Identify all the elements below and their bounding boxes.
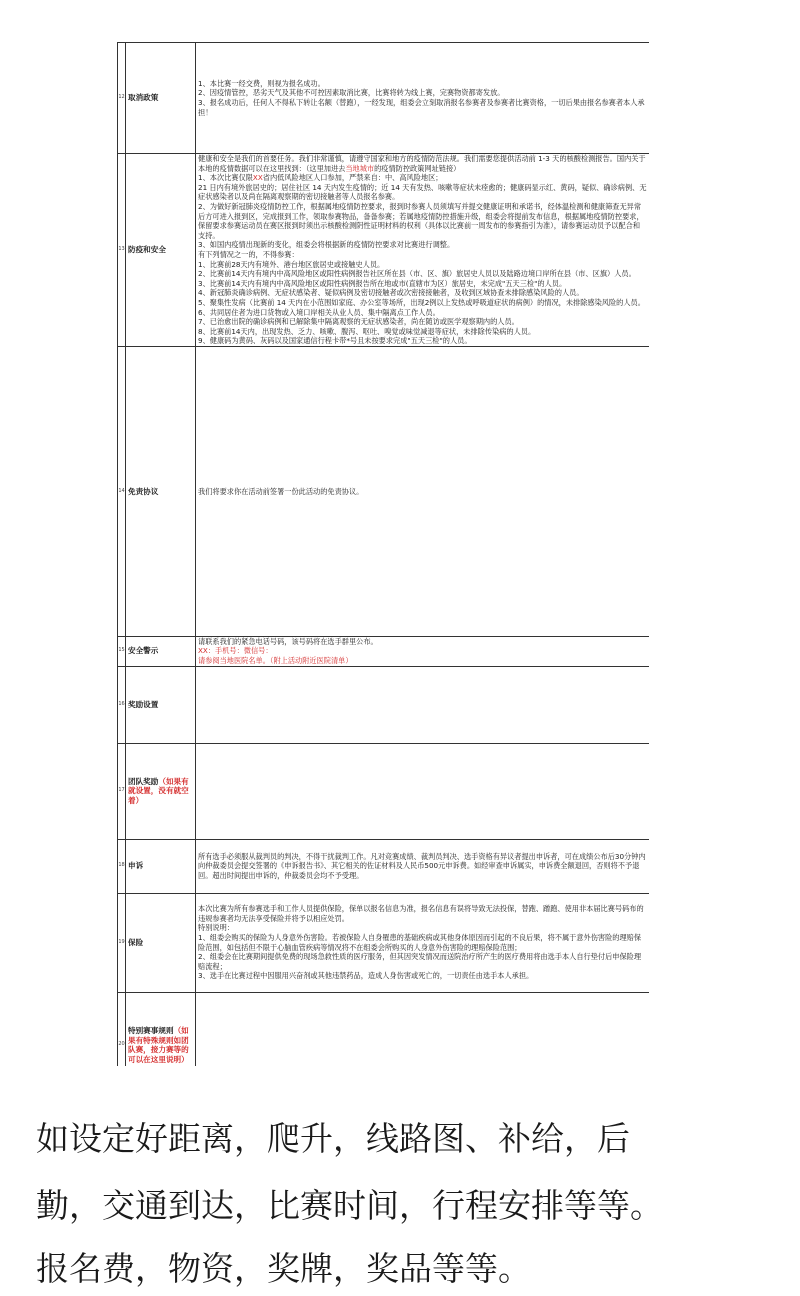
content-line: 请参阅当地医院名单。（附上活动附近医院清单） <box>198 656 353 666</box>
row-number: 12 <box>118 43 126 154</box>
row-label-cell <box>126 636 196 666</box>
row-label: 保险 <box>128 937 144 947</box>
row-label-cell <box>126 666 196 743</box>
caption-line-1: 如设定好距离，爬升，线路图、补给，后 <box>36 1119 630 1158</box>
row-number: 13 <box>118 154 126 347</box>
row-number: 16 <box>118 666 126 743</box>
content-line: 8、比赛前14天内，出现发热、乏力、咳嗽、腹泻、呕吐、嗅觉或味觉减退等症状，未排除传染病的人员。 <box>198 326 536 336</box>
row-label: 奖励设置 <box>128 699 159 709</box>
row-label: 安全警示 <box>128 646 159 656</box>
content-line: 本次比赛为所有参赛选手和工作人员提供保险，保单以报名信息为准，报名信息有误将导致无法投保，替跑、蹭跑、使用非本届比赛号码布的违规参赛者均无法享受保险并将予以相应处罚。 <box>198 904 644 923</box>
content-line: 1、本比赛一经交费，则视为报名成功。 <box>198 78 325 88</box>
row-number: 15 <box>118 636 126 666</box>
row-label: 取消政策 <box>128 93 159 103</box>
content-line: XX：手机号：微信号： <box>198 646 273 656</box>
row-label: 特别赛事规则 <box>128 1025 174 1035</box>
content-line: 特别说明： <box>198 923 234 933</box>
row-label: 免责协议 <box>128 486 159 496</box>
caption-line-3: 报名费，物资，奖牌，奖品等等。 <box>36 1249 531 1288</box>
row-label: 防疫和安全 <box>128 245 166 255</box>
content-line: 我们将要求你在活动前签署一份此活动的免责协议。 <box>198 486 364 496</box>
row-content <box>196 666 650 743</box>
content-line: 3、比赛前14天内有境内中高风险地区或阳性病例报告所在地或市(直辖市为区）旅居史，未完成"五天三检"的人员。 <box>198 278 567 288</box>
row-number: 18 <box>118 839 126 893</box>
content-line: 3、选手在比赛过程中因服用兴奋剂或其他违禁药品，造成人身伤害或死亡的，一切责任由选手本人承担。 <box>198 971 534 981</box>
rules-table-body <box>118 43 650 1067</box>
row-label-cell <box>126 893 196 992</box>
content-line: 7、已治愈出院的确诊病例和已解除集中隔离观察的无症状感染者，尚在随访或医学观察期内的人员。 <box>198 317 519 327</box>
caption-line-2: 勤，交通到达，比赛时间，行程安排等等。 <box>36 1186 663 1225</box>
content-line: 21 日内有境外旅居史的；居住社区 14 天内发生疫情的；近 14 天有发热、咳嗽等症状未痊愈的；健康码显示红、黄码，疑似、确诊病例、无症状感染者以及尚在隔离观察期的密切接触者等人员报名参赛。 <box>198 182 647 202</box>
content-line: 3、如国内疫情出现新的变化，组委会将根据新的疫情防控要求对比赛进行调整。 <box>198 240 455 250</box>
row-label-note: （如果有特殊规则如团队赛，接力赛等的可以在这里说明） <box>128 1025 189 1064</box>
content-line: 6、共同居住者为进口货物或入境口岸相关从业人员、集中隔离点工作人员。 <box>198 307 440 317</box>
row-content <box>196 346 650 636</box>
row-label-cell <box>126 346 196 636</box>
table-row <box>118 346 650 636</box>
table-row <box>118 743 650 839</box>
row-number: 19 <box>118 893 126 992</box>
table-row <box>118 43 650 154</box>
row-label: 申诉 <box>128 861 144 871</box>
row-content <box>196 839 650 893</box>
content-line: 1、比赛前28天内有境外、港台地区旅居史或接触史人员。 <box>198 259 385 269</box>
row-number: 14 <box>118 346 126 636</box>
content-line: 2、为做好新冠肺炎疫情防控工作，根据属地疫情防控要求，报到时参赛人员须填写并提交健康证明和承诺书，经体温检测和健康筛查无异常后方可进入报到区，完成报到工作，领取参赛物品，备备参赛；若属地疫情防控措施升级，组委会将提前发布信息，根据属地疫情防控要求，保留要求参赛运动员在赛区报到时须出示核酸检测阴性证明材料的权利（具体以比赛前一周发布的参赛指引为准），请参赛运动员予以配合和支持。 <box>198 201 644 240</box>
row-content <box>196 992 650 1066</box>
content-line: 9、健康码为黄码、灰码以及国家通信行程卡带*号且未按要求完成"五天三检"的人员。 <box>198 336 472 346</box>
row-label-cell <box>126 992 196 1066</box>
row-number: 20 <box>118 992 126 1066</box>
content-line: 3、报名成功后，任何人不得私下转让名额（替跑），一经发现，组委会立刻取消报名参赛者及参赛者比赛资格，一切后果由报名参赛者本人承担！ <box>198 98 645 117</box>
table-row <box>118 992 650 1066</box>
content-line: 有下列情况之一的，不得参赛： <box>198 249 299 259</box>
row-content <box>196 43 650 154</box>
row-label-cell <box>126 743 196 839</box>
row-content <box>196 154 650 347</box>
row-content <box>196 893 650 992</box>
content-line: 请联系我们的紧急电话号码，该号码将在选手群里公布。 <box>198 636 378 646</box>
row-label-note: （如果有就设置，没有就空着） <box>128 776 189 805</box>
content-line: 1、本次比赛仅限XX省内低风险地区人口参加，严禁来自：中、高风险地区； <box>198 173 443 183</box>
table-row <box>118 154 650 347</box>
row-label-cell <box>126 43 196 154</box>
spreadsheet-screenshot <box>117 42 649 1066</box>
content-line: 4、新冠肺炎确诊病例、无症状感染者、疑似病例及密切接触者或次密接接触者，及收到区域协查未排除感染风险的人员。 <box>198 288 584 298</box>
row-label-cell <box>126 839 196 893</box>
row-content <box>196 743 650 839</box>
content-line: 健康和安全是我们的首要任务。我们非常谨慎，请遵守国家和地方的疫情防范法规。我们需要您提供活动前 1-3 天的核酸检测报告。国内关于本地的疫情数据可以在这里找到：（这里加进去当地城市的疫情防控政策网址链接） <box>198 154 646 173</box>
content-line: 5、聚集性发病（比赛前 14 天内在小范围如家庭、办公室等场所，出现2例以上发热或呼吸道症状的病例）的情况，未排除感染风险的人员。 <box>198 297 645 307</box>
content-line: 所有选手必须服从裁判员的判决，不得干扰裁判工作。凡对竞赛成绩、裁判员判决、选手资格有异议者提出申诉者，可在成绩公布后30分钟内向仲裁委员会提交签署的《申诉报告书》、其它相关的佐证材料及人民币500元申诉费。如经审查申诉属实，申诉费全额退回，否则将不予退回。超出时间提出申诉的，仲裁委员会均不予受理。 <box>198 851 646 880</box>
table-row <box>118 893 650 992</box>
row-number: 17 <box>118 743 126 839</box>
table-row <box>118 666 650 743</box>
rules-table <box>117 42 649 1066</box>
content-line: 2、比赛前14天内有境内中高风险地区或阳性病例报告社区所在县（市、区、旗）旅居史人员以及陆路边境口岸所在县（市、区旗）人员。 <box>198 269 636 279</box>
table-row <box>118 636 650 666</box>
row-label: 团队奖励 <box>128 776 159 786</box>
content-line: 2、组委会在比赛期间提供免费的现场急救性质的医疗服务，但其因突发情况而送院治疗所产生的医疗费用将由选手本人自行垫付后申保险理赔流程； <box>198 952 642 971</box>
row-label-cell <box>126 154 196 347</box>
row-content <box>196 636 650 666</box>
table-row <box>118 839 650 893</box>
content-line: 2、因疫情管控，恶劣天气及其他不可控因素取消比赛，比赛将转为线上赛，完赛物资都寄发放。 <box>198 88 505 98</box>
content-line: 1、组委会购买的保险为人身意外伤害险。若被保险人自身罹患的基础疾病或其他身体原因而引起的不良后果，将不属于意外伤害险的理赔保险范围，如包括但不限于心脑血管疾病等情况将不在组委会所购买的人身意外伤害险的理赔保险范围； <box>198 933 642 952</box>
